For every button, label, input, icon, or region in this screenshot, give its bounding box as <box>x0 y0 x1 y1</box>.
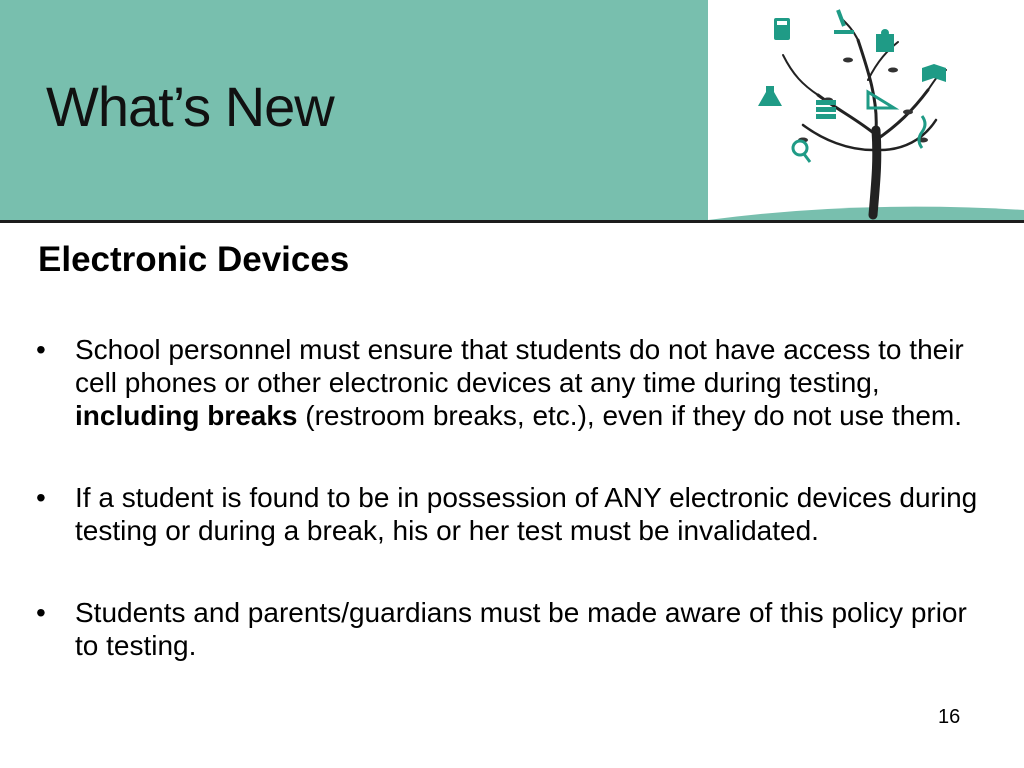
bullet-marker: • <box>36 334 46 365</box>
triangle-ruler-icon <box>868 92 894 108</box>
book-icon <box>922 64 946 82</box>
slide-subtitle: Electronic Devices <box>38 240 350 279</box>
calculator-icon <box>774 18 790 40</box>
books-stack-icon <box>816 100 836 119</box>
bullet-item <box>30 481 990 547</box>
magnifier-icon <box>793 141 810 162</box>
dna-icon <box>919 116 925 148</box>
bullet-list <box>30 333 990 662</box>
bullet-text-start: School personnel must ensure that students do not have access to their cell phones or other electronic devices at any time during testing, <box>75 334 964 398</box>
bullet-text: If a student is found to be in possession of ANY electronic devices during testing or during a break, his or her test must be invalidated. <box>75 482 978 546</box>
slide-title: What’s New <box>46 75 334 138</box>
tree-logo-icon <box>708 0 1024 220</box>
bullet-bold-text: including breaks <box>75 400 298 431</box>
bullet-text-end: (restroom breaks, etc.), even if they do not use them. <box>297 400 963 431</box>
bullet-marker: • <box>36 597 46 628</box>
bullet-marker: • <box>36 482 46 513</box>
page-number: 16 <box>938 706 961 728</box>
flask-icon <box>758 86 782 106</box>
header-divider <box>0 220 1024 223</box>
bullet-item <box>30 596 990 662</box>
bullet-item <box>30 333 990 432</box>
puzzle-icon <box>876 29 894 52</box>
bullet-text: Students and parents/guardians must be made aware of this policy prior to testing. <box>75 597 967 661</box>
header-logo-area <box>708 0 1024 220</box>
